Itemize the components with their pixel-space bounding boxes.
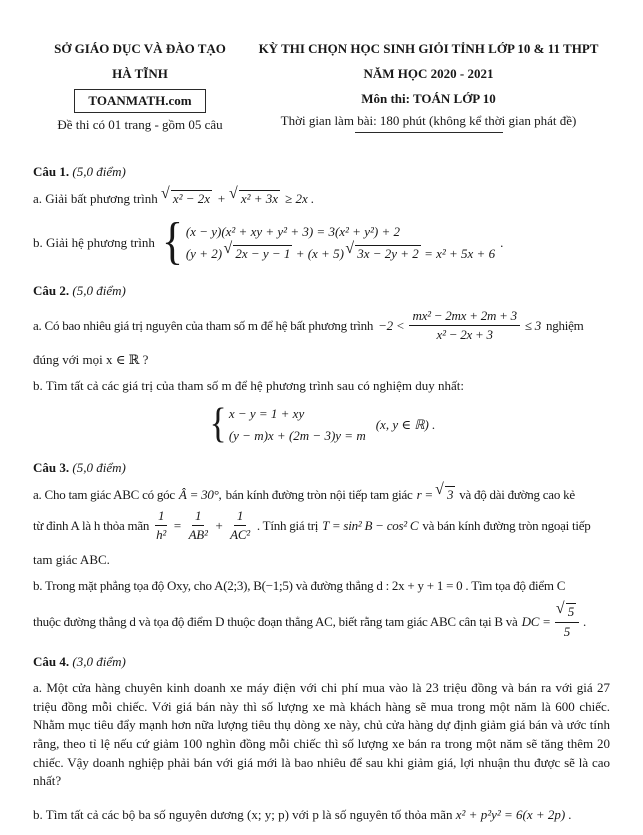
question-3a-line1	[33, 485, 610, 504]
question-points: (5,0 điểm)	[72, 283, 126, 298]
question-2b-label: b. Tìm tất cả các giá trị của tham số m để hệ phương trình sau có nghiệm duy nhất:	[33, 378, 465, 394]
plus-sign: +	[217, 191, 226, 206]
denominator: AC²	[230, 526, 250, 542]
toanmath-box	[33, 86, 247, 115]
term: (y + 2)	[185, 245, 223, 261]
question-3a-line3: tam giác ABC.	[33, 552, 110, 568]
radicand: 2x − y − 1	[235, 245, 291, 261]
question-3-title	[33, 458, 610, 477]
sentence-period: .	[582, 613, 586, 629]
q3a-l2-post: và bán kính đường tròn ngoại tiếp	[422, 517, 591, 533]
inequality-right: ≤ 3	[524, 317, 542, 333]
sentence-period: .	[500, 234, 504, 250]
radicand: x² + 3x	[240, 191, 279, 206]
term: = x² + 5x + 6	[424, 245, 496, 261]
T-expression: T = sin² B − cos² C	[322, 517, 419, 533]
question-3b-line2	[33, 603, 610, 639]
q4b-formula: x² + p²y² = 6(x + 2p) .	[455, 806, 572, 822]
equals-sign: =	[173, 517, 182, 533]
radical-expression	[239, 189, 280, 208]
question-4b	[33, 805, 610, 824]
q2a-post: nghiệm	[546, 317, 584, 333]
fraction	[555, 603, 579, 639]
question-3a-line2	[33, 508, 610, 542]
question-number: Câu 4.	[33, 654, 70, 670]
header-left	[33, 36, 247, 134]
radicand: x² − 2x	[172, 191, 211, 206]
fraction	[186, 508, 211, 542]
question-number: Câu 3.	[33, 460, 70, 476]
radical-expression	[445, 485, 455, 504]
numerator: 1	[234, 508, 246, 526]
denominator: h²	[156, 526, 167, 542]
system-line-2	[186, 244, 495, 263]
q2a-label: a. Có bao nhiêu giá trị nguyên của tham số m để hệ bất phương trình	[33, 317, 374, 333]
inequality-tail: ≥ 2x .	[285, 191, 315, 206]
angle-value: Â = 30°,	[178, 487, 222, 503]
domain-note: (x, y ∈ ℝ) .	[375, 416, 436, 432]
question-points: (3,0 điểm)	[72, 654, 126, 670]
numerator: mx² − 2mx + 2m + 3	[409, 308, 519, 326]
q3a-l2-pre: từ đỉnh A là h thỏa mãn	[33, 517, 150, 533]
system-line-2: (y − m)x + (2m − 3)y = m	[228, 427, 366, 443]
system-lines	[229, 404, 366, 445]
term: + (x + 5)	[295, 245, 344, 261]
question-2a-line1	[33, 308, 610, 342]
inequality-left: −2 <	[378, 317, 405, 333]
denominator: x² − 2x + 3	[436, 326, 493, 342]
school-year: NĂM HỌC 2020 - 2021	[363, 66, 494, 81]
radicand: 5	[567, 604, 574, 620]
exam-body	[33, 162, 610, 824]
radical-expression	[171, 189, 212, 208]
question-4	[33, 652, 610, 824]
dc-eq: DC =	[521, 613, 551, 629]
duration-line: Thời gian làm bài: 180 phút (không kể thời gian phát đề)	[280, 113, 577, 128]
q1b-label: b. Giải hệ phương trình	[33, 234, 155, 250]
radicand: 3	[446, 487, 454, 503]
q4b-label: b. Tìm tất cả các bộ ba số nguyên dương (x; y; p) với p là số nguyên tố thỏa mãn	[33, 806, 453, 822]
equation-system	[208, 401, 366, 448]
question-3b-line1: b. Trong mặt phẳng tọa độ Oxy, cho A(2;3), B(−1;5) và đường thẳng d : 2x + y + 1 = 0 . Tìm tọa độ điểm C	[33, 578, 566, 594]
q3a-mid: bán kính đường tròn nội tiếp tam giác	[225, 487, 413, 503]
system-line-1: x − y = 1 + xy	[228, 405, 305, 421]
radicand: 3x − 2y + 2	[357, 245, 419, 261]
question-2	[33, 281, 610, 448]
question-points: (5,0 điểm)	[72, 164, 126, 179]
question-2-title	[33, 281, 610, 300]
question-number: Câu 1.	[33, 164, 70, 179]
radical-expression	[566, 603, 576, 620]
fraction	[409, 308, 519, 342]
q3a-l2-mid: . Tính giá trị	[256, 517, 319, 533]
fraction	[227, 508, 253, 542]
numerator: 1	[192, 508, 204, 526]
denominator: AB²	[188, 526, 208, 542]
system-line-1: (x − y)(x² + xy + y² + 3) = 3(x² + y²) + 2	[185, 223, 400, 239]
question-1	[33, 162, 610, 268]
radical-expression	[233, 244, 292, 263]
q3b-l2-pre: thuộc đường thẳng d và tọa độ điểm D thuộc đoạn thẳng AC, biết rằng tam giác ABC cân tại B và	[33, 613, 518, 629]
radical-expression	[355, 244, 421, 263]
q3a-pre: a. Cho tam giác ABC có góc	[33, 487, 175, 503]
question-4a-text: a. Một cửa hàng chuyên kinh doanh xe máy điện với chi phí mua vào là 23 triệu đồng và bán ra với giá 27 triệu đồng mỗi chiếc. Với giá bán này thì số lượng xe mà khách hàng sẽ mua trong một năm là 600 chiếc. Nhằm mục tiêu đẩy mạnh hơn nữa lượng tiêu thụ dòng xe này, chủ cửa hàng dự định giảm giá bán và ước tính rằng, theo tỉ lệ nếu cứ giảm 100 nghìn đồng mỗi chiếc thì số lượng xe bán ra trong một năm sẽ tăng thêm 20 chiếc. Vậy doanh nghiệp phải bán với giá mới là bao nhiêu để sau khi giảm giá, lợi nhuận thu được sẽ là cao nhất?	[33, 680, 610, 789]
question-3	[33, 458, 610, 639]
exam-pages-note: Đề thi có 01 trang - gồm 05 câu	[57, 117, 223, 132]
question-points: (5,0 điểm)	[72, 460, 126, 476]
subject-line: Môn thi: TOÁN LỚP 10	[361, 91, 496, 106]
question-number: Câu 2.	[33, 283, 70, 298]
question-1-title	[33, 162, 610, 181]
question-2b-system-row	[33, 401, 610, 448]
q3a-post: và độ dài đường cao kẻ	[459, 487, 575, 503]
question-2a-line2: đúng với mọi x ∈ ℝ ?	[33, 352, 149, 368]
left-brace-icon: {	[209, 401, 227, 448]
question-4-title	[33, 652, 610, 671]
numerator	[555, 603, 579, 622]
question-1a	[33, 189, 610, 208]
equation-system	[160, 213, 496, 270]
department-name: SỞ GIÁO DỤC VÀ ĐÀO TẠO	[54, 41, 226, 56]
numerator: 1	[155, 508, 167, 526]
toanmath-label: TOANMATH.com	[74, 89, 205, 113]
exam-title: KỲ THI CHỌN HỌC SINH GIỎI TỈNH LỚP 10 & 11 THPT	[258, 41, 599, 56]
province-name: HÀ TĨNH	[112, 66, 168, 81]
system-lines	[186, 222, 495, 263]
header-divider	[355, 132, 503, 133]
q1a-label: a. Giải bất phương trình	[33, 191, 158, 206]
fraction	[153, 508, 169, 542]
question-1b	[33, 213, 610, 270]
header-right	[247, 36, 610, 133]
plus-sign: +	[214, 517, 224, 533]
left-brace-icon: {	[161, 213, 183, 270]
denominator: 5	[563, 623, 570, 639]
exam-header	[33, 36, 610, 134]
inradius-eq: r =	[416, 487, 433, 503]
